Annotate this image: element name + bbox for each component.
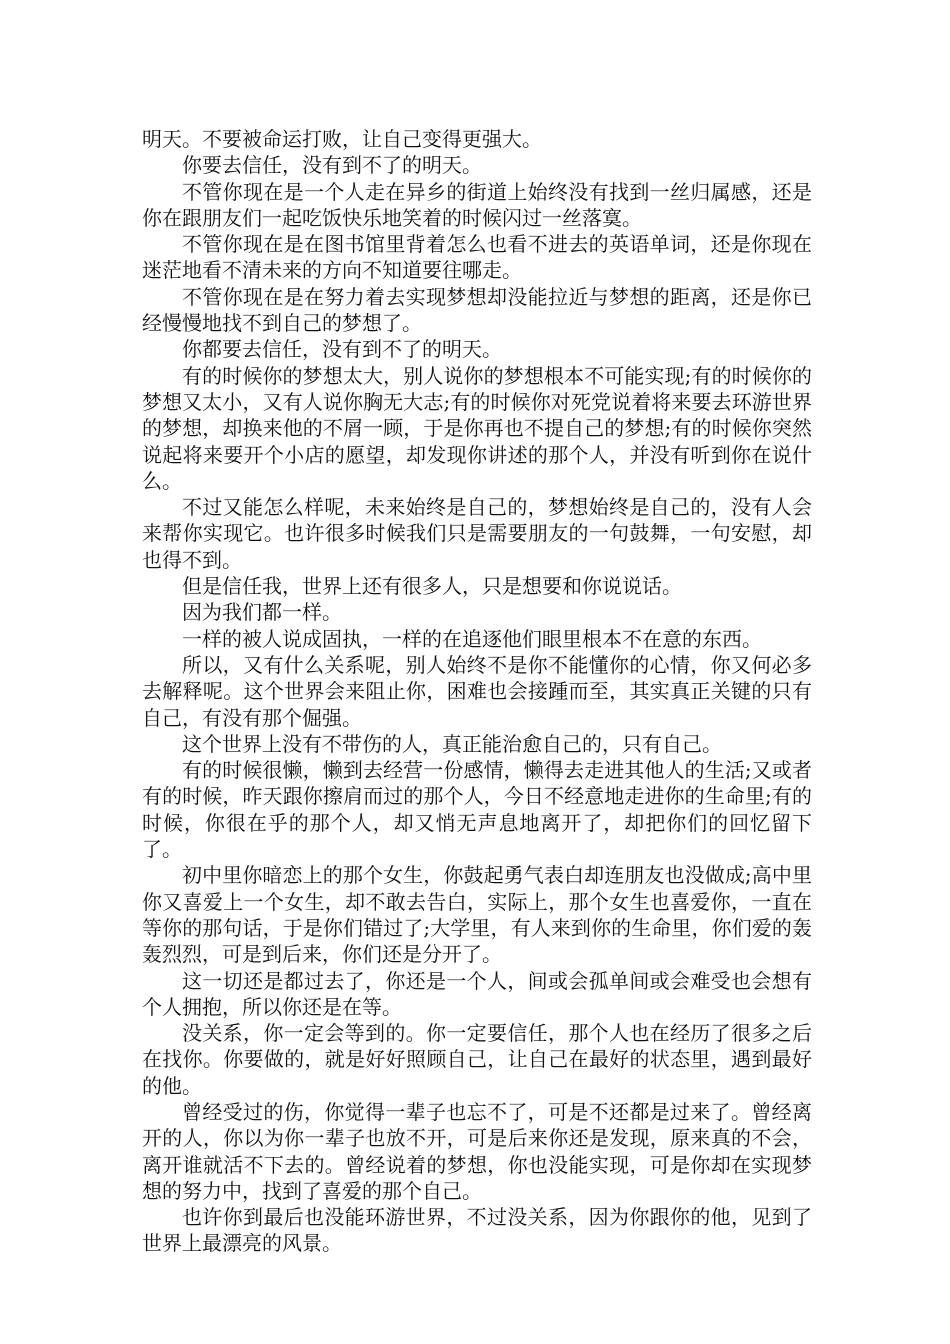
paragraph: 也许你到最后也没能环游世界，不过没关系，因为你跟你的他，见到了世界上最漂亮的风景。 <box>142 1205 812 1256</box>
paragraph: 曾经受过的伤，你觉得一辈子也忘不了，可是不还都是过来了。曾经离开的人，你以为你一辈子也放不开，可是后来你还是发现，原来真的不会，离开谁就活不下去的。曾经说着的梦想，你也没能实现，可是你却在实现梦想的努力中，找到了喜爱的那个自己。 <box>142 1099 812 1203</box>
paragraph: 一样的被人说成固执，一样的在追逐他们眼里根本不在意的东西。 <box>182 626 762 651</box>
paragraph: 你要去信任，没有到不了的明天。 <box>182 153 482 178</box>
paragraph: 有的时候很懒，懒到去经营一份感情，懒得去走进其他人的生活;又或者有的时候，昨天跟你擦肩而过的那个人，今日不经意地走进你的生命里;有的时候，你很在乎的那个人，却又悄无声息地离开了，却把你们的回忆留下了。 <box>142 758 812 862</box>
paragraph: 不过又能怎么样呢，未来始终是自己的，梦想始终是自己的，没有人会来帮你实现它。也许很多时候我们只是需要朋友的一句鼓舞，一句安慰，却也得不到。 <box>142 495 812 572</box>
paragraph-continued: 明天。不要被命运打败，让自己变得更强大。 <box>142 127 542 151</box>
paragraph: 有的时候你的梦想太大，别人说你的梦想根本不可能实现;有的时候你的梦想又太小，又有人说你胸无大志;有的时候你对死党说着将来要去环游世界的梦想，却换来他的不屑一顾，于是你再也不提自己的梦想;有的时候你突然说起将来要开个小店的愿望，却发现你讲述的那个人，并没有听到你在说什么。 <box>142 363 812 493</box>
paragraph: 没关系，你一定会等到的。你一定要信任，那个人也在经历了很多之后在找你。你要做的，就是好好照顾自己，让自己在最好的状态里，遇到最好的他。 <box>142 1021 812 1098</box>
paragraph: 你都要去信任，没有到不了的明天。 <box>182 337 502 362</box>
paragraph: 但是信任我，世界上还有很多人，只是想要和你说说话。 <box>182 574 682 599</box>
paragraph: 这个世界上没有不带伤的人，真正能治愈自己的，只有自己。 <box>182 731 722 756</box>
paragraph: 不管你现在是一个人走在异乡的街道上始终没有找到一丝归属感，还是你在跟朋友们一起吃饭快乐地笑着的时候闪过一丝落寞。 <box>142 179 812 230</box>
paragraph: 不管你现在是在努力着去实现梦想却没能拉近与梦想的距离，还是你已经慢慢地找不到自己的梦想了。 <box>142 284 812 336</box>
paragraph: 因为我们都一样。 <box>182 600 342 625</box>
document-body <box>142 126 812 1257</box>
paragraph: 初中里你暗恋上的那个女生，你鼓起勇气表白却连朋友也没做成;高中里你又喜爱上一个女生，却不敢去告白，实际上，那个女生也喜爱你，一直在等你的那句话，于是你们错过了;大学里，有人来到你的生命里，你们爱的轰轰烈烈，可是到后来，你们还是分开了。 <box>142 863 812 967</box>
paragraph: 不管你现在是在图书馆里背着怎么也看不进去的英语单词，还是你现在迷茫地看不清未来的方向不知道要往哪走。 <box>142 232 812 283</box>
paragraph: 所以，又有什么关系呢，别人始终不是你不能懂你的心情，你又何必多去解释呢。这个世界会来阻止你，困难也会接踵而至，其实真正关键的只有自己，有没有那个倔强。 <box>142 652 812 730</box>
paragraph: 这一切还是都过去了，你还是一个人，间或会孤单间或会难受也会想有个人拥抱，所以你还是在等。 <box>142 968 812 1019</box>
